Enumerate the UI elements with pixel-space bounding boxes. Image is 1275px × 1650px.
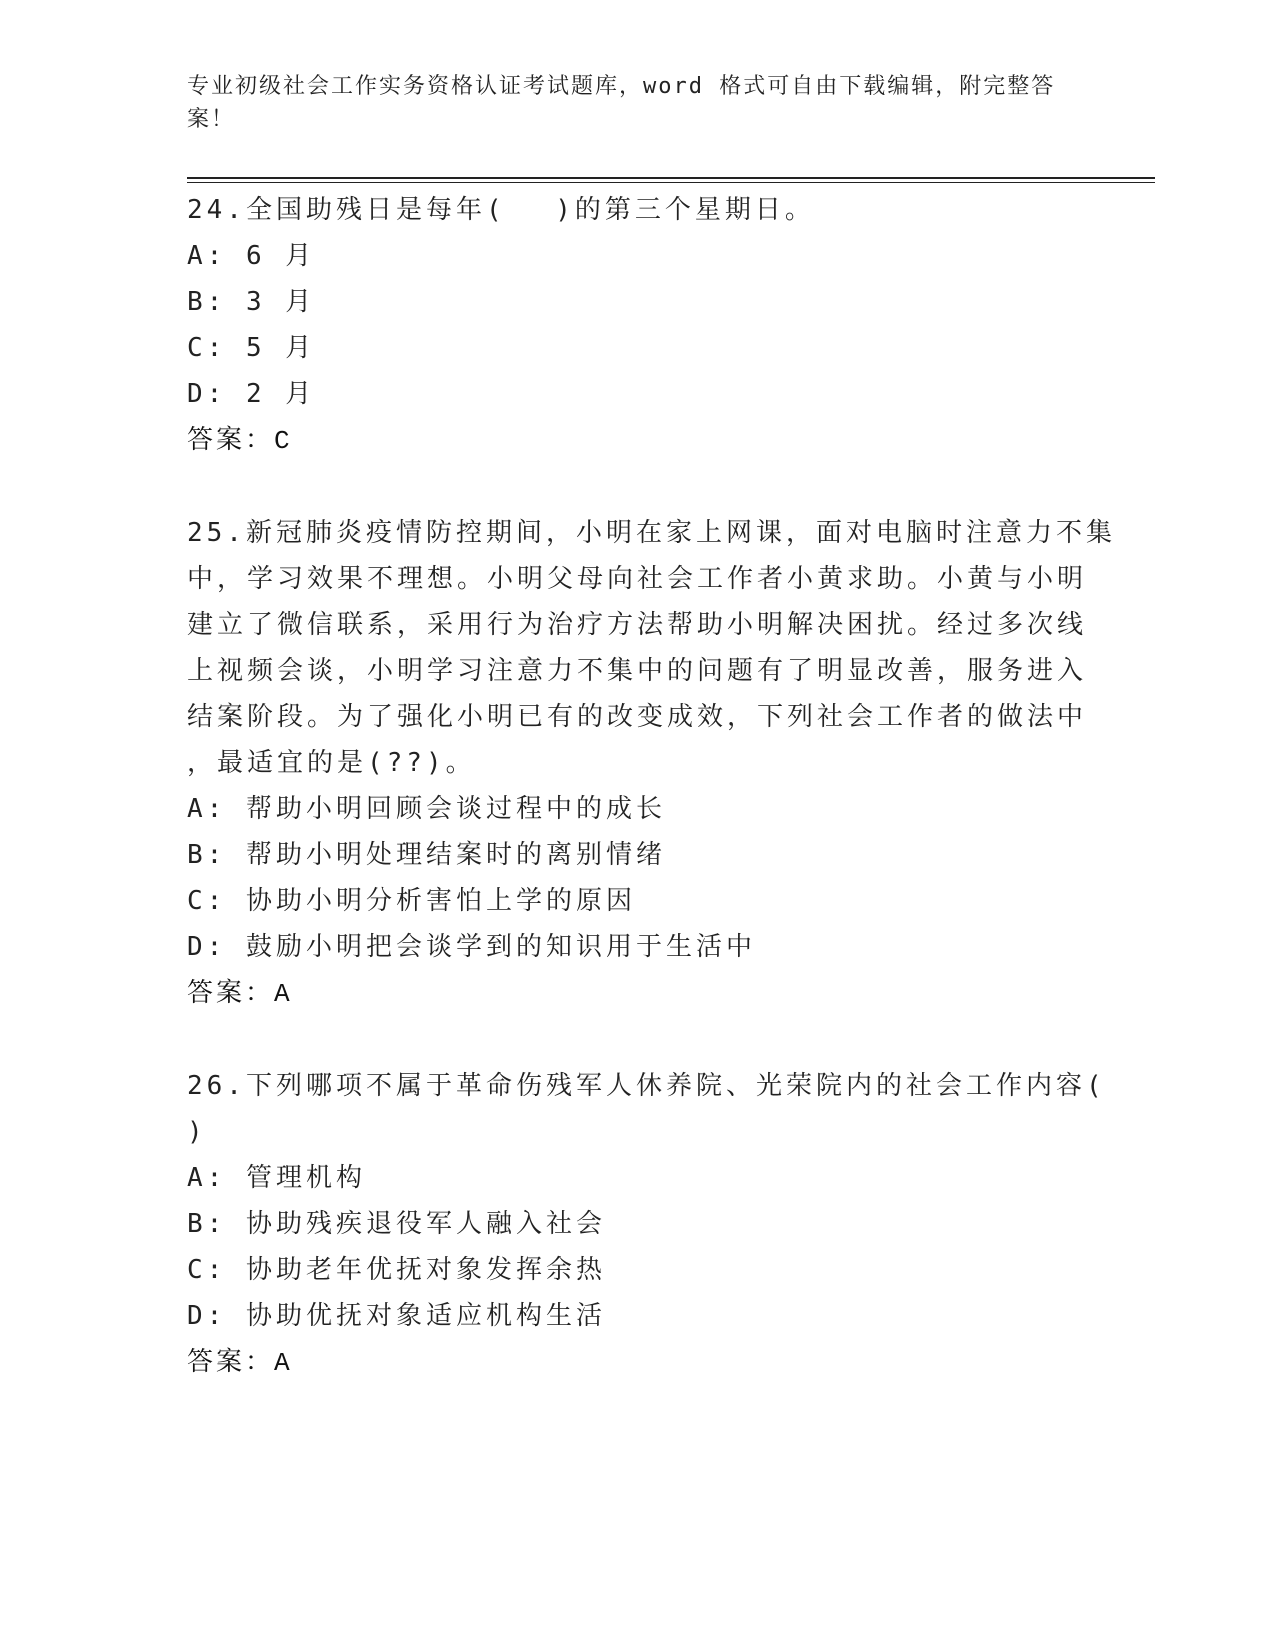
document-header: 专业初级社会工作实务资格认证考试题库，word 格式可自由下载编辑，附完整答案！ [187,74,1056,132]
option-d: D: 2 月 [187,379,316,409]
question-number: 26. [187,1071,246,1101]
option-c: C: 协助老年优抚对象发挥余热 [187,1255,606,1285]
question-number: 25. [187,518,246,548]
question-block [187,510,1116,1017]
spacer [187,1017,1087,1063]
question-text: 25.新冠肺炎疫情防控期间，小明在家上网课，面对电脑时注意力不集 [187,518,1116,548]
question-number: 24. [187,195,246,225]
question-list [187,187,1116,1386]
option-d: D: 鼓励小明把会谈学到的知识用于生活中 [187,932,756,962]
header-divider [187,177,1155,183]
option-b: B: 帮助小明处理结案时的离别情绪 [187,840,666,870]
spacer [187,464,1087,510]
answer-line [187,417,1087,464]
question-text-line: 建立了微信联系，采用行为治疗方法帮助小明解决困扰。经过多次线 [187,610,1088,640]
answer-line [187,1339,1087,1386]
option-a: A: 帮助小明回顾会谈过程中的成长 [187,794,666,824]
question-text-line: ，最适宜的是(??)。 [187,748,476,778]
answer-label: 答案： [187,1347,275,1377]
answer-label: 答案： [187,978,275,1008]
option-c: C: 5 月 [187,333,316,363]
answer-line [187,970,1087,1017]
answer-value: C [274,426,293,456]
option-c: C: 协助小明分析害怕上学的原因 [187,886,636,916]
answer-value: A [274,1348,293,1378]
option-a: A: 管理机构 [187,1163,366,1193]
question-block [187,1063,1106,1386]
option-a: A: 6 月 [187,241,316,271]
question-text: 24.全国助残日是每年( )的第三个星期日。 [187,195,815,225]
question-block [187,187,1087,464]
question-text-line: 中，学习效果不理想。小明父母向社会工作者小黄求助。小黄与小明 [187,564,1088,594]
answer-value: A [274,979,293,1009]
question-text-line: ) [187,1117,207,1147]
option-d: D: 协助优抚对象适应机构生活 [187,1301,606,1331]
question-text: 26.下列哪项不属于革命伤残军人休养院、光荣院内的社会工作内容( [187,1071,1106,1101]
option-b: B: 3 月 [187,287,316,317]
question-text-line: 上视频会谈，小明学习注意力不集中的问题有了明显改善，服务进入 [187,656,1088,686]
answer-label: 答案： [187,425,275,455]
question-text-line: 结案阶段。为了强化小明已有的改变成效，下列社会工作者的做法中 [187,702,1088,732]
option-b: B: 协助残疾退役军人融入社会 [187,1209,606,1239]
